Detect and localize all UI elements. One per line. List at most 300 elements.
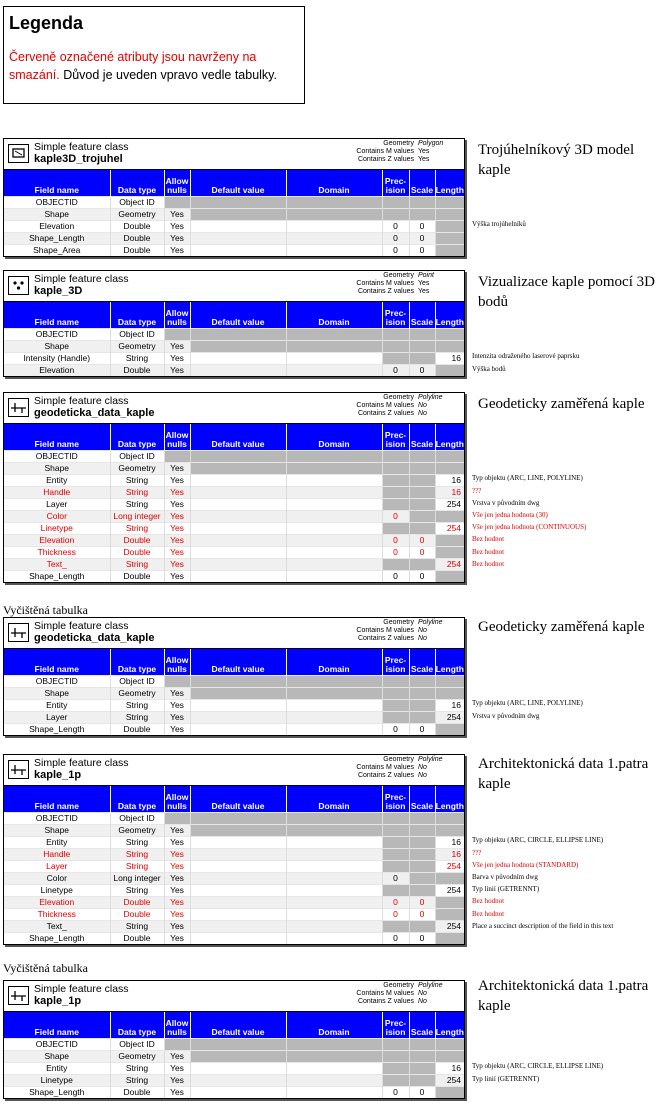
- precision-cell: [382, 813, 409, 825]
- column-header: Data type: [110, 1012, 164, 1039]
- field-name-cell: Text_: [4, 559, 110, 571]
- allow-nulls-cell: Yes: [164, 712, 190, 724]
- legend-black-text: Důvod je uveden vpravo vedle tabulky.: [59, 68, 277, 82]
- domain-cell: [286, 511, 382, 523]
- field-name-cell: OBJECTID: [4, 676, 110, 688]
- feature-class-header: [4, 393, 464, 424]
- feature-class-name: geodeticka_data_kaple: [34, 407, 155, 419]
- scale-cell: [409, 1075, 435, 1087]
- length-cell: [435, 329, 464, 341]
- column-header: Allow nulls: [164, 786, 190, 813]
- precision-cell: [382, 825, 409, 837]
- data-type-cell: String: [110, 700, 164, 712]
- default-value-cell: [190, 897, 286, 909]
- default-value-cell: [190, 1039, 286, 1051]
- feature-class-kaple_3D: [3, 270, 465, 377]
- legend-text: [9, 48, 299, 84]
- data-type-cell: Double: [110, 933, 164, 945]
- column-header: Prec- ision: [382, 424, 409, 451]
- scale-cell: [409, 475, 435, 487]
- length-cell: [435, 451, 464, 463]
- default-value-cell: [190, 523, 286, 535]
- column-header: Domain: [286, 170, 382, 197]
- default-value-cell: [190, 365, 286, 377]
- default-value-cell: [190, 499, 286, 511]
- domain-cell: [286, 1075, 382, 1087]
- feature-class-kind: Simple feature class: [34, 983, 129, 995]
- column-header: Field name: [4, 302, 110, 329]
- geometry-prop: Geometry Polyline: [383, 756, 443, 763]
- data-type-cell: String: [110, 499, 164, 511]
- fields-table: [4, 786, 464, 944]
- column-header: Default value: [190, 424, 286, 451]
- scale-cell: 0: [409, 547, 435, 559]
- data-type-cell: Double: [110, 897, 164, 909]
- scale-cell: 0: [409, 233, 435, 245]
- precision-cell: [382, 451, 409, 463]
- column-header: Data type: [110, 786, 164, 813]
- default-value-cell: [190, 933, 286, 945]
- precision-cell: [382, 1075, 409, 1087]
- precision-cell: [382, 861, 409, 873]
- table-row: [4, 1063, 464, 1075]
- feature-class-description: Architektonická data 1.patra kaple: [478, 756, 649, 792]
- field-name-cell: Elevation: [4, 365, 110, 377]
- table-row: [4, 1051, 464, 1063]
- column-header: Length: [435, 786, 464, 813]
- geometry-prop: Geometry Polygon: [383, 140, 444, 147]
- field-note: Bez hodnot: [472, 535, 505, 544]
- default-value-cell: [190, 233, 286, 245]
- domain-cell: [286, 535, 382, 547]
- feature-class-header: [4, 755, 464, 786]
- z-values-prop: Contains Z values No: [357, 998, 427, 1005]
- field-note: Place a succinct description of the field in this text: [472, 921, 614, 930]
- default-value-cell: [190, 676, 286, 688]
- table-row: [4, 921, 464, 933]
- field-name-cell: Thickness: [4, 909, 110, 921]
- scale-cell: [409, 451, 435, 463]
- length-cell: [435, 688, 464, 700]
- allow-nulls-cell: Yes: [164, 1063, 190, 1075]
- domain-cell: [286, 1051, 382, 1063]
- allow-nulls-cell: Yes: [164, 873, 190, 885]
- default-value-cell: [190, 1051, 286, 1063]
- allow-nulls-cell: Yes: [164, 571, 190, 583]
- feature-class-name: geodeticka_data_kaple: [34, 632, 155, 644]
- domain-cell: [286, 487, 382, 499]
- domain-cell: [286, 897, 382, 909]
- precision-cell: 0: [382, 221, 409, 233]
- data-type-cell: Geometry: [110, 825, 164, 837]
- precision-cell: [382, 1039, 409, 1051]
- precision-cell: [382, 499, 409, 511]
- default-value-cell: [190, 712, 286, 724]
- scale-cell: 0: [409, 365, 435, 377]
- allow-nulls-cell: Yes: [164, 547, 190, 559]
- field-note: Bez hodnot: [472, 909, 505, 918]
- field-name-cell: Shape_Length: [4, 1087, 110, 1099]
- data-type-cell: Object ID: [110, 813, 164, 825]
- table-row: [4, 712, 464, 724]
- data-type-cell: Object ID: [110, 329, 164, 341]
- column-header: Data type: [110, 302, 164, 329]
- scale-cell: 0: [409, 221, 435, 233]
- field-name-cell: Linetype: [4, 523, 110, 535]
- scale-cell: [409, 463, 435, 475]
- scale-cell: [409, 1039, 435, 1051]
- allow-nulls-cell: Yes: [164, 221, 190, 233]
- domain-cell: [286, 813, 382, 825]
- table-row: [4, 1075, 464, 1087]
- table-row: [4, 700, 464, 712]
- allow-nulls-cell: Yes: [164, 499, 190, 511]
- precision-cell: 0: [382, 245, 409, 257]
- table-row: [4, 209, 464, 221]
- allow-nulls-cell: Yes: [164, 1051, 190, 1063]
- allow-nulls-cell: Yes: [164, 559, 190, 571]
- field-note: Intenzita odraženého laserové paprsku: [472, 352, 580, 361]
- default-value-cell: [190, 700, 286, 712]
- scale-cell: [409, 688, 435, 700]
- scale-cell: 0: [409, 724, 435, 736]
- column-header: Domain: [286, 1012, 382, 1039]
- data-type-cell: Geometry: [110, 1051, 164, 1063]
- table-row: [4, 676, 464, 688]
- allow-nulls-cell: Yes: [164, 861, 190, 873]
- length-cell: [435, 221, 464, 233]
- precision-cell: [382, 209, 409, 221]
- feature-class-geodeticka_data_kaple: [3, 392, 465, 583]
- column-header: Domain: [286, 786, 382, 813]
- allow-nulls-cell: Yes: [164, 365, 190, 377]
- data-type-cell: Geometry: [110, 463, 164, 475]
- data-type-cell: Object ID: [110, 197, 164, 209]
- default-value-cell: [190, 511, 286, 523]
- allow-nulls-cell: [164, 329, 190, 341]
- column-header: Domain: [286, 424, 382, 451]
- feature-class-kaple_1p: [3, 980, 465, 1099]
- field-name-cell: Handle: [4, 849, 110, 861]
- precision-cell: [382, 921, 409, 933]
- scale-cell: [409, 1063, 435, 1075]
- m-values-prop: Contains M values No: [356, 627, 427, 634]
- table-row: [4, 933, 464, 945]
- domain-cell: [286, 712, 382, 724]
- length-cell: 16: [435, 353, 464, 365]
- precision-cell: [382, 197, 409, 209]
- scale-cell: [409, 353, 435, 365]
- default-value-cell: [190, 813, 286, 825]
- table-row: [4, 724, 464, 736]
- table-row: [4, 329, 464, 341]
- allow-nulls-cell: Yes: [164, 885, 190, 897]
- z-values-prop: Contains Z values Yes: [357, 156, 430, 163]
- table-row: [4, 523, 464, 535]
- table-row: [4, 547, 464, 559]
- allow-nulls-cell: Yes: [164, 837, 190, 849]
- domain-cell: [286, 571, 382, 583]
- default-value-cell: [190, 353, 286, 365]
- z-values-prop: Contains Z values No: [357, 635, 427, 642]
- length-cell: [435, 571, 464, 583]
- length-cell: [435, 535, 464, 547]
- column-header: Length: [435, 649, 464, 676]
- domain-cell: [286, 365, 382, 377]
- precision-cell: [382, 1051, 409, 1063]
- field-name-cell: Color: [4, 511, 110, 523]
- default-value-cell: [190, 547, 286, 559]
- point-feature-icon: [8, 276, 29, 295]
- length-cell: [435, 341, 464, 353]
- precision-cell: 0: [382, 233, 409, 245]
- table-row: [4, 511, 464, 523]
- column-header: Scale: [409, 649, 435, 676]
- allow-nulls-cell: Yes: [164, 341, 190, 353]
- feature-class-description: Geodeticky zaměřená kaple: [478, 396, 645, 412]
- data-type-cell: String: [110, 353, 164, 365]
- polyline-feature-icon: [8, 760, 29, 779]
- default-value-cell: [190, 329, 286, 341]
- length-cell: [435, 197, 464, 209]
- field-note: Typ objektu (ARC, LINE, POLYLINE): [472, 699, 583, 708]
- domain-cell: [286, 353, 382, 365]
- data-type-cell: Double: [110, 724, 164, 736]
- feature-class-header: [4, 271, 464, 302]
- length-cell: 254: [435, 921, 464, 933]
- feature-class-properties: [356, 619, 450, 643]
- length-cell: [435, 1039, 464, 1051]
- default-value-cell: [190, 463, 286, 475]
- default-value-cell: [190, 197, 286, 209]
- column-header: Scale: [409, 424, 435, 451]
- precision-cell: 0: [382, 365, 409, 377]
- length-cell: 254: [435, 861, 464, 873]
- fields-table: [4, 302, 464, 376]
- allow-nulls-cell: Yes: [164, 353, 190, 365]
- field-note: Vše jen jedna hodnota (30): [472, 511, 548, 519]
- data-type-cell: Long integer: [110, 511, 164, 523]
- feature-class-properties: [356, 272, 450, 296]
- column-header: Allow nulls: [164, 170, 190, 197]
- precision-cell: 0: [382, 547, 409, 559]
- data-type-cell: Geometry: [110, 209, 164, 221]
- domain-cell: [286, 341, 382, 353]
- field-name-cell: Layer: [4, 861, 110, 873]
- default-value-cell: [190, 849, 286, 861]
- default-value-cell: [190, 487, 286, 499]
- precision-cell: [382, 341, 409, 353]
- column-header: Length: [435, 424, 464, 451]
- precision-cell: [382, 1063, 409, 1075]
- column-header: Length: [435, 170, 464, 197]
- field-name-cell: Elevation: [4, 535, 110, 547]
- default-value-cell: [190, 475, 286, 487]
- allow-nulls-cell: Yes: [164, 233, 190, 245]
- column-header: Field name: [4, 170, 110, 197]
- table-row: [4, 341, 464, 353]
- table-row: [4, 885, 464, 897]
- scale-cell: 0: [409, 909, 435, 921]
- length-cell: [435, 245, 464, 257]
- default-value-cell: [190, 451, 286, 463]
- domain-cell: [286, 933, 382, 945]
- field-note: Bez hodnot: [472, 547, 505, 556]
- column-header: Scale: [409, 1012, 435, 1039]
- feature-class-kind: Simple feature class: [34, 757, 129, 769]
- feature-class-name: kaple3D_trojuhel: [34, 153, 123, 165]
- precision-cell: [382, 475, 409, 487]
- field-name-cell: Shape: [4, 209, 110, 221]
- field-note: Typ linií (GETRENNT): [472, 1074, 540, 1083]
- length-cell: [435, 365, 464, 377]
- scale-cell: [409, 341, 435, 353]
- table-row: [4, 233, 464, 245]
- data-type-cell: String: [110, 837, 164, 849]
- scale-cell: [409, 712, 435, 724]
- precision-cell: 0: [382, 873, 409, 885]
- domain-cell: [286, 523, 382, 535]
- legend-title: Legenda: [9, 13, 84, 33]
- column-header: Scale: [409, 786, 435, 813]
- data-type-cell: String: [110, 849, 164, 861]
- column-header: Scale: [409, 302, 435, 329]
- feature-class-kind: Simple feature class: [34, 620, 129, 632]
- precision-cell: 0: [382, 909, 409, 921]
- table-row: [4, 849, 464, 861]
- default-value-cell: [190, 837, 286, 849]
- allow-nulls-cell: Yes: [164, 245, 190, 257]
- length-cell: [435, 1051, 464, 1063]
- allow-nulls-cell: Yes: [164, 688, 190, 700]
- scale-cell: [409, 523, 435, 535]
- default-value-cell: [190, 885, 286, 897]
- table-row: [4, 245, 464, 257]
- field-name-cell: Entity: [4, 1063, 110, 1075]
- data-type-cell: String: [110, 487, 164, 499]
- field-name-cell: Entity: [4, 475, 110, 487]
- column-header: Allow nulls: [164, 649, 190, 676]
- column-header: Field name: [4, 649, 110, 676]
- allow-nulls-cell: Yes: [164, 1075, 190, 1087]
- default-value-cell: [190, 245, 286, 257]
- domain-cell: [286, 688, 382, 700]
- table-row: [4, 487, 464, 499]
- precision-cell: 0: [382, 571, 409, 583]
- data-type-cell: Geometry: [110, 688, 164, 700]
- fields-table: [4, 424, 464, 582]
- column-header: Length: [435, 1012, 464, 1039]
- data-type-cell: Object ID: [110, 1039, 164, 1051]
- legend-red-text: Červeně označené atributy jsou navrženy na smazání.: [9, 50, 257, 82]
- domain-cell: [286, 197, 382, 209]
- domain-cell: [286, 547, 382, 559]
- precision-cell: [382, 487, 409, 499]
- column-header: Length: [435, 302, 464, 329]
- domain-cell: [286, 700, 382, 712]
- m-values-prop: Contains M values No: [356, 764, 427, 771]
- data-type-cell: Object ID: [110, 451, 164, 463]
- field-name-cell: Shape: [4, 1051, 110, 1063]
- table-row: [4, 1087, 464, 1099]
- length-cell: [435, 463, 464, 475]
- column-header: Default value: [190, 302, 286, 329]
- domain-cell: [286, 724, 382, 736]
- length-cell: [435, 233, 464, 245]
- table-row: [4, 813, 464, 825]
- feature-class-properties: [356, 140, 450, 164]
- field-note: Vše jen jedna hodnota (STANDARD): [472, 860, 579, 869]
- domain-cell: [286, 825, 382, 837]
- table-row: [4, 475, 464, 487]
- cleaned-table-label: Vyčištěná tabulka: [3, 603, 88, 617]
- m-values-prop: Contains M values Yes: [356, 280, 430, 287]
- precision-cell: 0: [382, 897, 409, 909]
- polyline-feature-icon: [8, 986, 29, 1005]
- domain-cell: [286, 559, 382, 571]
- feature-class-description: Vizualizace kaple pomocí 3D bodů: [478, 274, 655, 310]
- polygon-feature-icon: [8, 144, 29, 163]
- field-name-cell: Color: [4, 873, 110, 885]
- precision-cell: [382, 329, 409, 341]
- field-note: Vrstva v původním dwg: [472, 711, 540, 720]
- column-header: Default value: [190, 786, 286, 813]
- allow-nulls-cell: Yes: [164, 511, 190, 523]
- default-value-cell: [190, 861, 286, 873]
- column-header: Scale: [409, 170, 435, 197]
- column-header: Field name: [4, 424, 110, 451]
- table-row: [4, 873, 464, 885]
- allow-nulls-cell: Yes: [164, 1087, 190, 1099]
- scale-cell: 0: [409, 897, 435, 909]
- cleaned-table-label: Vyčištěná tabulka: [3, 961, 88, 975]
- default-value-cell: [190, 688, 286, 700]
- field-name-cell: OBJECTID: [4, 451, 110, 463]
- feature-class-name: kaple_3D: [34, 285, 83, 297]
- geometry-prop: Geometry Polyline: [383, 619, 443, 626]
- length-cell: 16: [435, 487, 464, 499]
- feature-class-geodeticka_data_kaple: [3, 617, 465, 736]
- field-note: Vše jen jedna hodnota (CONTINUOUS): [472, 523, 587, 532]
- geometry-prop: Geometry Polyline: [383, 982, 443, 989]
- default-value-cell: [190, 724, 286, 736]
- precision-cell: [382, 353, 409, 365]
- field-note: ???: [472, 486, 482, 495]
- default-value-cell: [190, 909, 286, 921]
- default-value-cell: [190, 535, 286, 547]
- precision-cell: 0: [382, 535, 409, 547]
- precision-cell: [382, 523, 409, 535]
- field-name-cell: Elevation: [4, 897, 110, 909]
- domain-cell: [286, 1087, 382, 1099]
- feature-class-kind: Simple feature class: [34, 141, 129, 153]
- column-header: Prec- ision: [382, 649, 409, 676]
- allow-nulls-cell: Yes: [164, 909, 190, 921]
- field-note: Barva v původním dwg: [472, 873, 538, 881]
- domain-cell: [286, 909, 382, 921]
- table-row: [4, 451, 464, 463]
- feature-class-name: kaple_1p: [34, 769, 82, 781]
- field-name-cell: Shape: [4, 341, 110, 353]
- default-value-cell: [190, 1075, 286, 1087]
- field-name-cell: OBJECTID: [4, 813, 110, 825]
- allow-nulls-cell: Yes: [164, 535, 190, 547]
- polyline-feature-icon: [8, 623, 29, 642]
- default-value-cell: [190, 559, 286, 571]
- table-row: [4, 688, 464, 700]
- default-value-cell: [190, 825, 286, 837]
- data-type-cell: String: [110, 1063, 164, 1075]
